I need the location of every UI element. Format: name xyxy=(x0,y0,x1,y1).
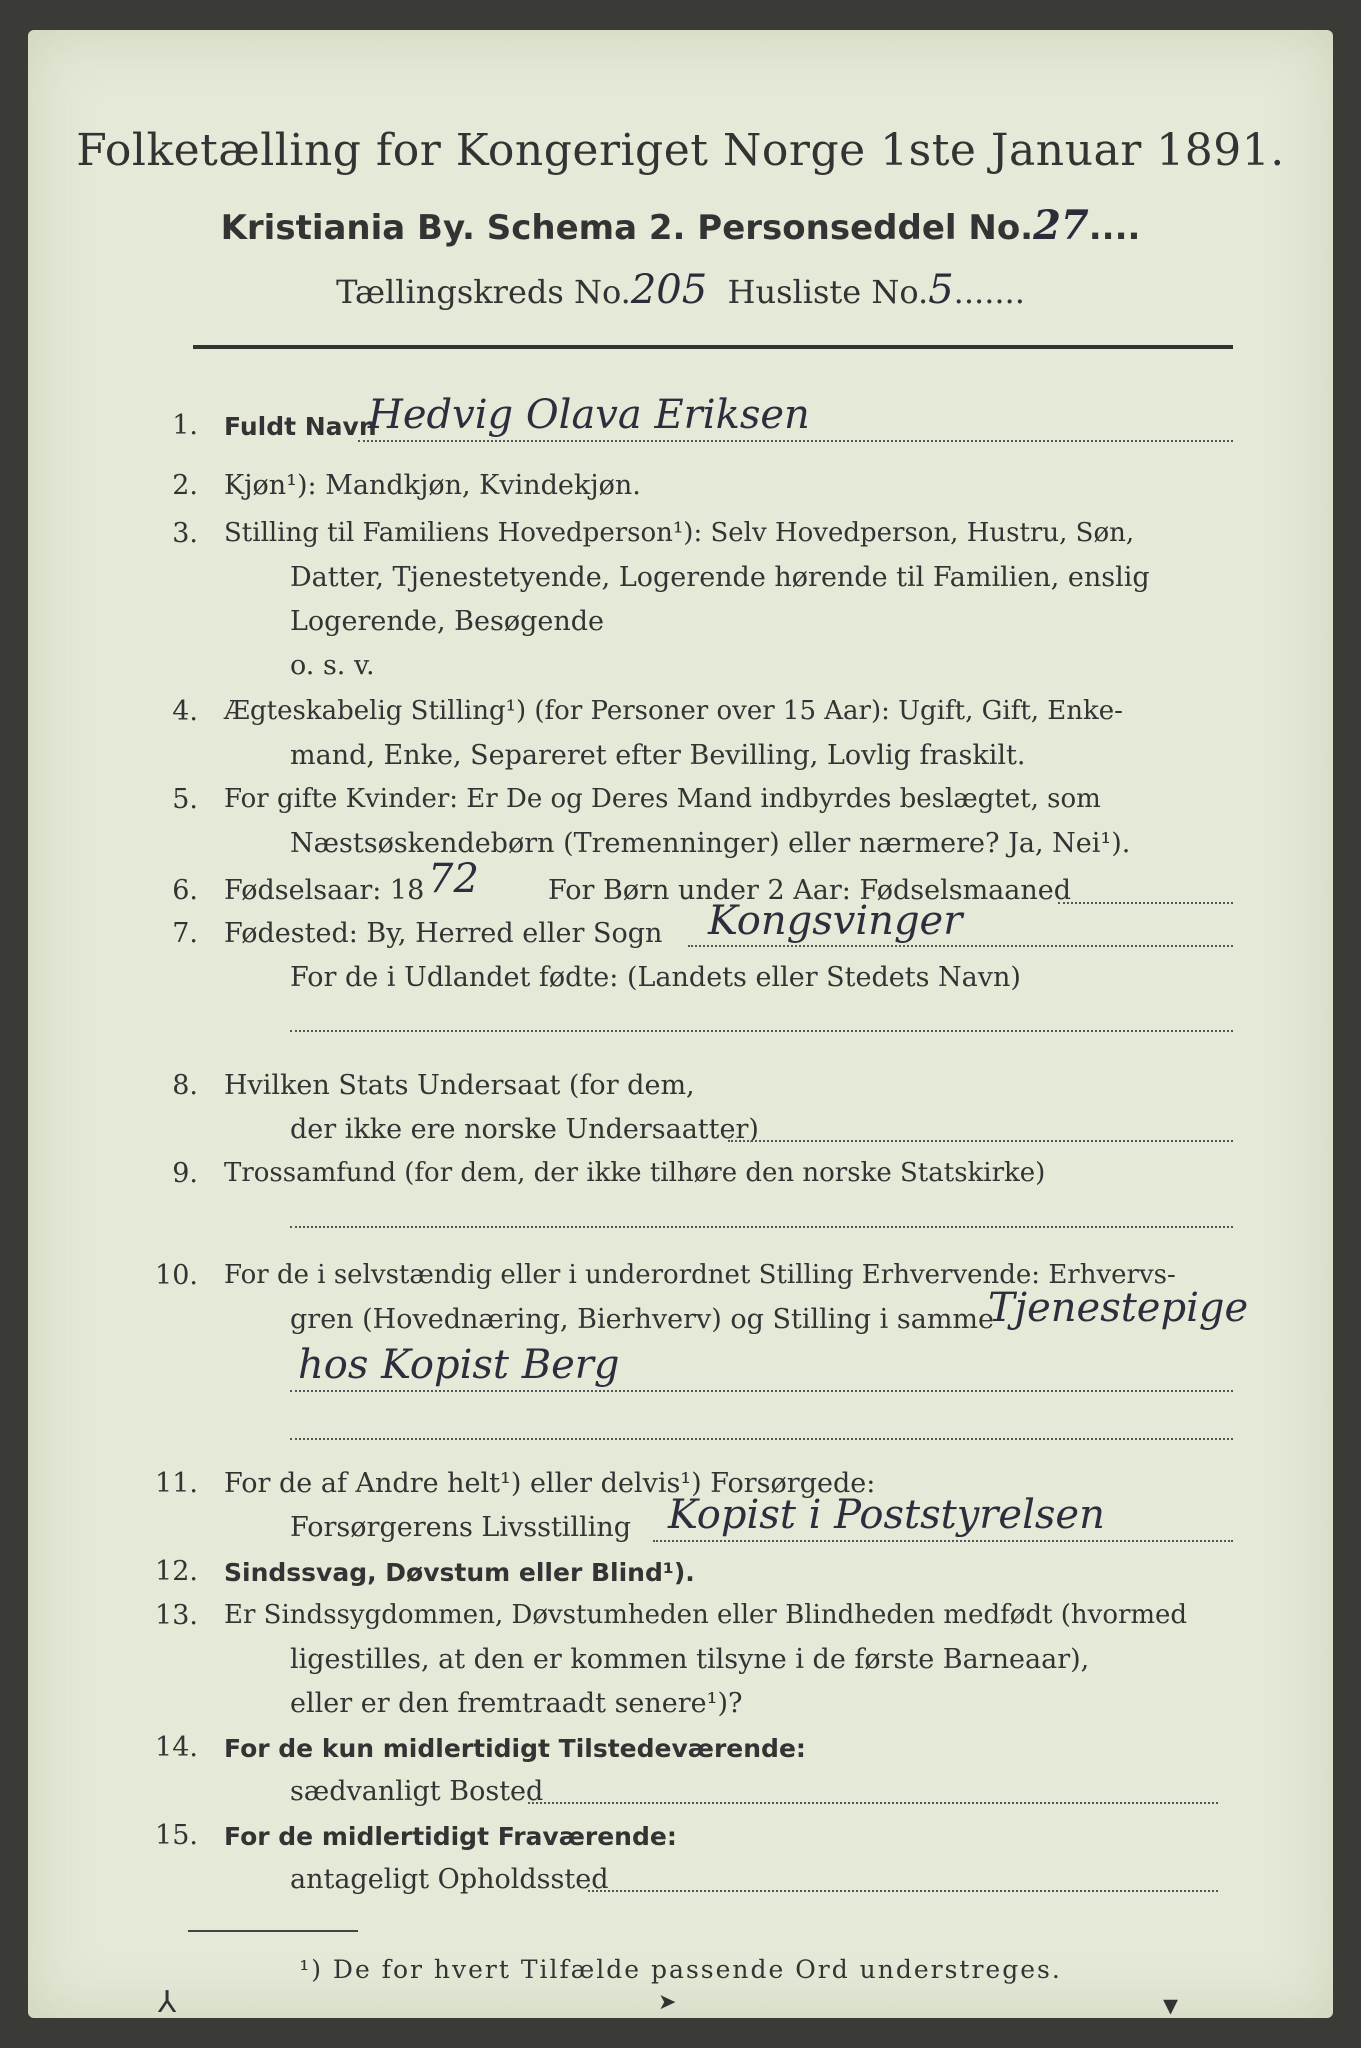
item-10-line-a xyxy=(290,1390,1233,1392)
item-1-value: Hedvig Olava Eriksen xyxy=(368,392,810,438)
item-15-line-2: antageligt Opholdssted xyxy=(290,1864,609,1895)
item-10-line-1: For de i selvstændig eller i underordnet Stilling Erhvervende: Erhvervs- xyxy=(224,1260,1176,1290)
item-14-line-1: For de kun midlertidigt Tilstedeværende: xyxy=(224,1734,806,1763)
item-9-number: 9. xyxy=(172,1158,198,1189)
item-15-number: 15. xyxy=(155,1820,198,1851)
kreds-line: Tællingskreds No.205 Husliste No.5....... xyxy=(336,267,1025,313)
kreds-number: 205 xyxy=(630,267,708,313)
personseddel-number: 27 xyxy=(1033,202,1089,249)
item-8-line-1: Hvilken Stats Undersaat (for dem, xyxy=(224,1070,695,1101)
item-11-line-1: For de af Andre helt¹) eller delvis¹) Forsørgede: xyxy=(224,1468,876,1499)
item-3-line-4: o. s. v. xyxy=(290,650,375,681)
item-13-line-1: Er Sindssygdommen, Døvstumheden eller Blindheden medfødt (hvormed xyxy=(224,1600,1188,1630)
item-11-value: Kopist i Poststyrelsen xyxy=(668,1492,1105,1538)
item-14-line xyxy=(528,1802,1218,1804)
item-7-value: Kongsvinger xyxy=(708,898,963,944)
item-6-number: 6. xyxy=(172,875,198,906)
item-1-line xyxy=(358,440,1233,442)
item-10-line-2: gren (Hovednæring, Bierhverv) og Stilling i samme xyxy=(290,1304,995,1335)
item-11-line xyxy=(653,1540,1233,1542)
item-2-text: Kjøn¹): Mandkjøn, Kvindekjøn. xyxy=(224,470,641,501)
item-9-line-1: Trossamfund (for dem, der ikke tilhøre den norske Statskirke) xyxy=(224,1158,1046,1188)
item-2-number: 2. xyxy=(172,470,198,501)
item-12-line-1: Sindssvag, Døvstum eller Blind¹). xyxy=(224,1558,695,1587)
item-4-number: 4. xyxy=(172,696,198,727)
item-9-blank-line xyxy=(290,1226,1233,1228)
item-3-line-1: Stilling til Familiens Hovedperson¹): Selv Hovedperson, Hustru, Søn, xyxy=(224,518,1135,548)
item-3-line-3: Logerende, Besøgende xyxy=(290,606,604,637)
husliste-number: 5 xyxy=(928,267,954,313)
item-10-line-b xyxy=(290,1438,1233,1440)
item-13-line-2: ligestilles, at den er kommen tilsyne i de første Barneaar), xyxy=(290,1644,1090,1675)
schema-line-label: Kristiania By. Schema 2. Personseddel No. xyxy=(220,208,1034,248)
item-15-line-1: For de midlertidigt Fraværende: xyxy=(224,1822,677,1851)
item-10-value-1: Tjenestepige xyxy=(988,1285,1249,1331)
census-form xyxy=(28,30,1333,2023)
header-rule xyxy=(193,345,1233,349)
item-7-line xyxy=(688,945,1233,947)
center-mark: ➤ xyxy=(658,1990,677,2015)
husliste-label: Husliste No. xyxy=(727,273,929,311)
item-4-line-2: mand, Enke, Separeret efter Bevilling, Lovlig fraskilt. xyxy=(290,740,1026,771)
kreds-label: Tællingskreds No. xyxy=(336,273,631,311)
item-7-label: Fødested: By, Herred eller Sogn xyxy=(224,918,663,949)
item-7-blank-line xyxy=(290,1030,1233,1032)
footnote-rule xyxy=(188,1930,358,1932)
corner-mark-left: ⅄ xyxy=(158,1985,177,2020)
item-6-label: Fødselsaar: 18 xyxy=(224,875,425,906)
item-13-line-3: eller er den fremtraadt senere¹)? xyxy=(290,1688,743,1719)
item-10-value-2: hos Kopist Berg xyxy=(298,1342,620,1388)
item-5-line-1: For gifte Kvinder: Er De og Deres Mand indbyrdes beslægtet, som xyxy=(224,784,1101,814)
item-3-number: 3. xyxy=(172,518,198,549)
item-6-year: 72 xyxy=(428,856,479,902)
item-8-line xyxy=(728,1140,1233,1142)
item-5-number: 5. xyxy=(172,784,198,815)
item-1-number: 1. xyxy=(172,410,198,441)
item-6-line xyxy=(1058,902,1233,904)
item-14-line-2: sædvanligt Bosted xyxy=(290,1776,544,1807)
item-6-infant-label: For Børn under 2 Aar: Fødselsmaaned xyxy=(548,875,1072,906)
item-4-line-1: Ægteskabelig Stilling¹) (for Personer over 15 Aar): Ugift, Gift, Enke- xyxy=(224,696,1123,726)
item-11-number: 11. xyxy=(155,1468,198,1499)
item-5-line-2: Næstsøskendebørn (Tremenninger) eller nærmere? Ja, Nei¹). xyxy=(290,828,1131,859)
item-1-label: Fuldt Navn xyxy=(224,412,377,441)
item-12-number: 12. xyxy=(155,1556,198,1587)
schema-line: Kristiania By. Schema 2. Personseddel No.27.... xyxy=(220,202,1141,249)
item-15-line xyxy=(588,1890,1218,1892)
item-10-number: 10. xyxy=(155,1260,198,1291)
item-7-line-2: For de i Udlandet fødte: (Landets eller Stedets Navn) xyxy=(290,962,1021,993)
item-14-number: 14. xyxy=(155,1732,198,1763)
item-8-line-2: der ikke ere norske Undersaatter) xyxy=(290,1114,759,1145)
form-title: Folketælling for Kongeriget Norge 1ste Januar 1891. xyxy=(76,125,1285,176)
corner-mark-right: ▾ xyxy=(1163,1988,1179,2023)
footnote: ¹) De for hvert Tilfælde passende Ord understreges. xyxy=(299,1955,1062,1984)
item-3-line-2: Datter, Tjenestetyende, Logerende hørende til Familien, enslig xyxy=(290,562,1150,593)
item-11-line-2: Forsørgerens Livsstilling xyxy=(290,1512,632,1543)
item-13-number: 13. xyxy=(155,1600,198,1631)
item-7-number: 7. xyxy=(172,918,198,949)
item-8-number: 8. xyxy=(172,1070,198,1101)
